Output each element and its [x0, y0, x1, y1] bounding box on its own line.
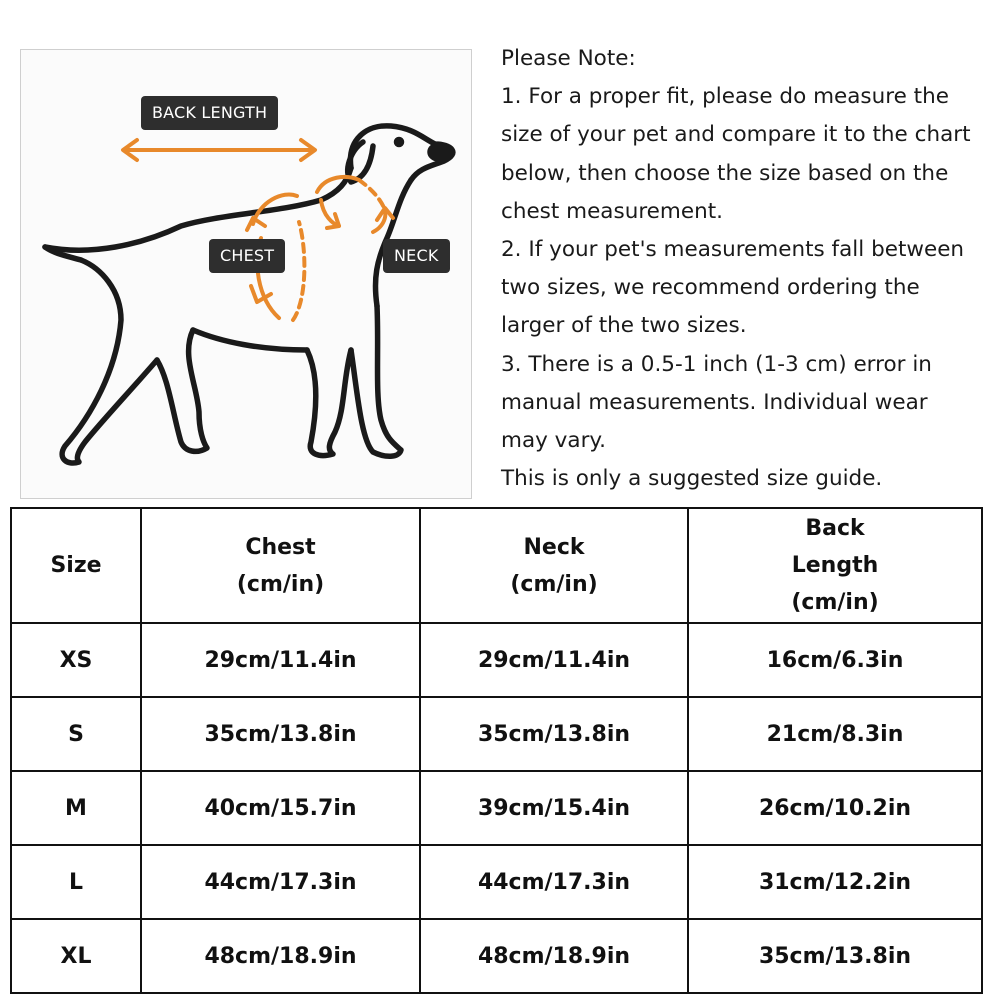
- back-length-label: BACK LENGTH: [141, 96, 278, 130]
- cell-neck: 39cm/15.4in: [420, 771, 688, 845]
- cell-back-length: 16cm/6.3in: [688, 623, 982, 697]
- size-chart-table: [10, 507, 983, 994]
- table-row: [11, 771, 982, 845]
- cell-chest: 35cm/13.8in: [141, 697, 420, 771]
- cell-neck: 29cm/11.4in: [420, 623, 688, 697]
- cell-back-length: 31cm/12.2in: [688, 845, 982, 919]
- cell-size: XS: [11, 623, 141, 697]
- table-row: [11, 919, 982, 993]
- notes-line: manual measurements. Individual wear: [501, 389, 928, 415]
- cell-neck: 35cm/13.8in: [420, 697, 688, 771]
- table-row: [11, 845, 982, 919]
- cell-chest: 29cm/11.4in: [141, 623, 420, 697]
- cell-size: M: [11, 771, 141, 845]
- header-neck: Neck (cm/in): [420, 508, 688, 623]
- header-back-length: Back Length (cm/in): [688, 508, 982, 623]
- notes-line: 3. There is a 0.5-1 inch (1-3 cm) error in: [501, 351, 932, 377]
- table-row: [11, 697, 982, 771]
- header-size: Size: [11, 508, 141, 623]
- cell-size: L: [11, 845, 141, 919]
- cell-size: XL: [11, 919, 141, 993]
- cell-size: S: [11, 697, 141, 771]
- cell-back-length: 26cm/10.2in: [688, 771, 982, 845]
- cell-neck: 48cm/18.9in: [420, 919, 688, 993]
- cell-chest: 40cm/15.7in: [141, 771, 420, 845]
- table-header-row: [11, 508, 982, 623]
- cell-neck: 44cm/17.3in: [420, 845, 688, 919]
- notes-line: two sizes, we recommend ordering the: [501, 275, 920, 301]
- cell-back-length: 21cm/8.3in: [688, 697, 982, 771]
- cell-chest: 48cm/18.9in: [141, 919, 420, 993]
- header-chest: Chest (cm/in): [141, 508, 420, 623]
- size-notes: [501, 40, 991, 498]
- notes-line: chest measurement.: [501, 198, 723, 224]
- notes-line: may vary.: [501, 428, 606, 454]
- cell-chest: 44cm/17.3in: [141, 845, 420, 919]
- notes-line: size of your pet and compare it to the chart: [501, 122, 971, 148]
- measurement-diagram: [20, 49, 472, 499]
- cell-back-length: 35cm/13.8in: [688, 919, 982, 993]
- chest-label: CHEST: [209, 239, 285, 273]
- table-row: [11, 623, 982, 697]
- notes-line: 1. For a proper fit, please do measure the: [501, 84, 949, 110]
- notes-line: below, then choose the size based on the: [501, 160, 949, 186]
- neck-label: NECK: [383, 239, 450, 273]
- notes-line: 2. If your pet's measurements fall between: [501, 237, 965, 263]
- notes-heading: Please Note:: [501, 46, 636, 71]
- notes-line: larger of the two sizes.: [501, 313, 747, 339]
- notes-line: This is only a suggested size guide.: [501, 466, 883, 492]
